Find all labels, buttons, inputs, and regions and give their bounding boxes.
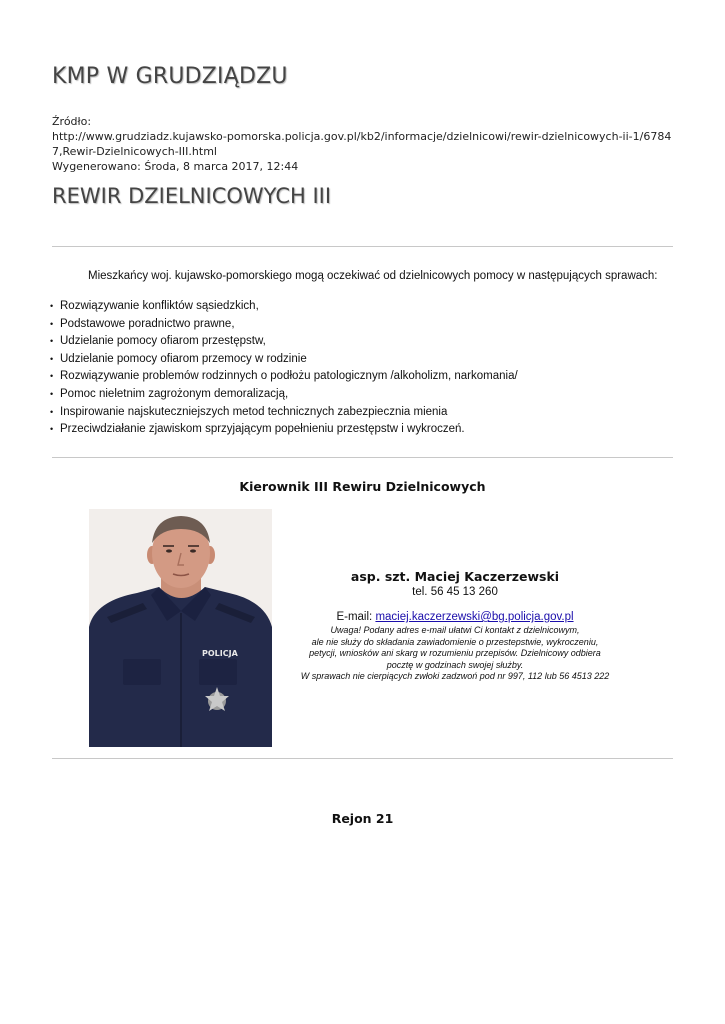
- list-item: • Przeciwdziałanie zjawiskom sprzyjającym popełnieniu przestępstw i wykroczeń.: [50, 421, 518, 439]
- bullet-icon: •: [50, 353, 54, 364]
- bullet-icon: •: [50, 388, 54, 399]
- document-meta: [52, 114, 674, 174]
- officer-portrait-image: [89, 509, 272, 747]
- list-item: • Udzielanie pomocy ofiarom przestępstw,: [50, 333, 518, 351]
- manager-heading: Kierownik III Rewiru Dzielnicowych: [239, 479, 486, 494]
- bullet-icon: •: [50, 301, 54, 311]
- site-title: KMP W GRUDZIĄDZU: [52, 64, 288, 89]
- bullet-icon: •: [50, 318, 54, 329]
- email-link[interactable]: maciej.kaczerzewski@bg.policja.gov.pl: [375, 611, 574, 623]
- contact-card: [290, 568, 620, 683]
- source-url: http://www.grudziadz.kujawsko-pomorska.policja.gov.pl/kb2/informacje/dzielnicowi/rewir-dzielnicowych-ii-1/67847,Rewir-Dzielnicowych-III.html: [52, 130, 672, 158]
- email-notice: Uwaga! Podany adres e-mail ułatwi Ci kontakt z dzielnicowym, ale nie służy do składania zawiadomienie o przestepstwie, wykroczeniu, petycji, wniosków ani skarg w rozumieniu przepisów. Dzielnicowy odbiera pocztę w godzinach swojej służby. W sprawach nie cierpiących zwłoki zadzwoń pod nr 997, 112 lub 56 4513 222: [300, 625, 610, 681]
- region-heading: Rejon 21: [331, 811, 394, 826]
- divider: [52, 457, 673, 458]
- source-label: Źródło:: [52, 115, 92, 128]
- officer-phone: tel. 56 45 13 260: [412, 586, 498, 598]
- duties-list: [50, 298, 518, 439]
- list-item: • Pomoc nieletnim zagrożonym demoralizacją,: [50, 386, 518, 404]
- uniform-patch-text: POLICJA: [202, 649, 238, 658]
- bullet-icon: •: [50, 371, 54, 382]
- officer-photo: [89, 509, 272, 747]
- intro-text: Mieszkańcy woj. kujawsko-pomorskiego mogą oczekiwać od dzielnicowych pomocy w następujących sprawach:: [88, 270, 658, 282]
- list-item: • Inspirowanie najskuteczniejszych metod technicznych zabezpiecznia mienia: [50, 404, 518, 422]
- officer-name: asp. szt. Maciej Kaczerzewski: [350, 569, 560, 584]
- page-title: REWIR DZIELNICOWYCH III: [52, 184, 332, 208]
- bullet-icon: •: [50, 424, 54, 435]
- email-label: E-mail:: [336, 611, 376, 623]
- list-item: • Podstawowe poradnictwo prawne,: [50, 316, 518, 334]
- generated-date: Wygenerowano: Środa, 8 marca 2017, 12:44: [52, 160, 299, 173]
- divider: [52, 758, 673, 759]
- list-item: • Rozwiązywanie problemów rodzinnych o podłożu patologicznym /alkoholizm, narkomania/: [50, 368, 518, 386]
- list-item: • Rozwiązywanie konfliktów sąsiedzkich,: [50, 298, 518, 316]
- list-item: • Udzielanie pomocy ofiarom przemocy w rodzinie: [50, 351, 518, 369]
- divider: [52, 246, 673, 247]
- email-line: [290, 610, 620, 624]
- bullet-icon: •: [50, 336, 54, 347]
- bullet-icon: •: [50, 406, 54, 417]
